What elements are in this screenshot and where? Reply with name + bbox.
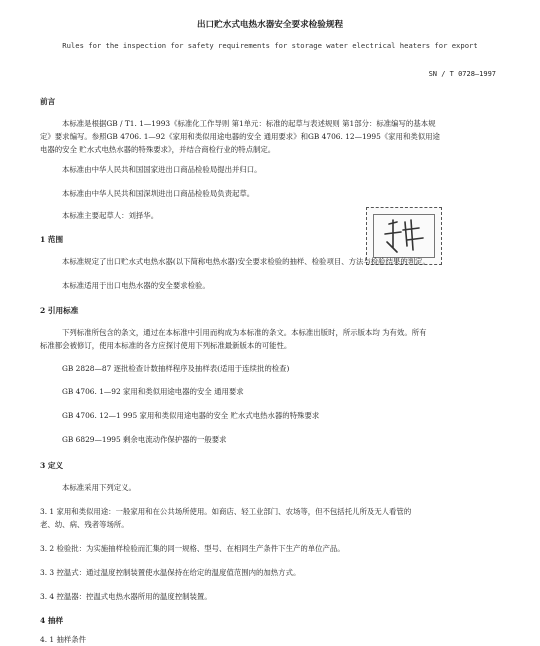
foreword-p1-line1: 本标准是根据GB / T1. 1—1993《标准化工作导则 第1单元：标准的起草与表述规则 第1部分：标准编写的基本规: [62, 119, 436, 128]
reference-item: GB 6829—1995 剩余电流动作保护器的一般要求: [62, 435, 227, 444]
section3-heading: 3 定义: [40, 461, 64, 470]
english-title: Rules for the inspection for safety requirements for storage water electrical heaters for export: [62, 41, 478, 50]
definition-3-1-line1: 3. 1 家用和类似用途：一般家用和在公共场所使用。如商店、轻工业部门、农场等，但不包括托儿所及无人看管的: [40, 507, 412, 516]
definition-3-3: 3. 3 控温式：通过温度控制装置使水温保持在给定的温度值范围内的加热方式。: [40, 568, 301, 577]
section2-p-line2: 标准都会被修订，使用本标准的各方应探讨使用下列标准最新版本的可能性。: [40, 341, 292, 350]
section2-p-line1: 下列标准所包含的条文，通过在本标准中引用而构成为本标准的条文。本标准出版时，所示版本均 为有效。所有: [62, 328, 427, 337]
reference-item: GB 2828—87 逐批检查计数抽样程序及抽样表(适用于连续批的检查): [62, 364, 290, 373]
definition-3-2: 3. 2 检验批：为实施抽样检验而汇集的同一规格、型号、在相同生产条件下生产的单位产品。: [40, 544, 345, 553]
section1-p1: 本标准规定了出口贮水式电热水器(以下简称电热水器)安全要求检验的抽样、检验项目、方法与检验结果的判定。: [62, 257, 430, 266]
reference-item: GB 4706. 12—1 995 家用和类似用途电器的安全 贮水式电热水器的特殊要求: [62, 411, 320, 420]
reference-item: GB 4706. 1—92 家用和类似用途电器的安全 通用要求: [62, 387, 244, 396]
foreword-p1-line2: 定》要求编写。参照GB 4706. 1—92《家用和类似用途电器的安全 通用要求》和GB 4706. 12—1995《家用和类似用途: [40, 132, 440, 141]
section1-p2: 本标准适用于出口电热水器的安全要求检验。: [62, 281, 210, 290]
section4-subheading: 4. 1 抽样条件: [40, 635, 87, 644]
foreword-p2: 本标准由中华人民共和国国家进出口商品检验局提出并归口。: [62, 165, 262, 174]
foreword-heading: 前言: [40, 97, 56, 106]
section2-heading: 2 引用标准: [40, 306, 79, 315]
standard-code: SN / T 0728—1997: [428, 70, 496, 78]
foreword-p1-line3: 电器的安全 贮水式电热水器的特殊要求》，并结合商检行业的特点制定。: [40, 145, 276, 154]
definition-3-4: 3. 4 控温器：控温式电热水器所用的温度控制装置。: [40, 592, 212, 601]
foreword-p4: 本标准主要起草人：刘择华。: [62, 211, 159, 220]
section1-heading: 1 范围: [40, 235, 64, 244]
foreword-p3: 本标准由中华人民共和国深圳进出口商品检验局负责起草。: [62, 189, 255, 198]
definition-3-1-line2: 老、幼、病、残者等场所。: [40, 520, 129, 529]
document-title: 出口贮水式电热水器安全要求检验规程: [196, 20, 344, 30]
section4-heading: 4 抽样: [40, 616, 64, 625]
section3-intro: 本标准采用下列定义。: [62, 483, 136, 492]
